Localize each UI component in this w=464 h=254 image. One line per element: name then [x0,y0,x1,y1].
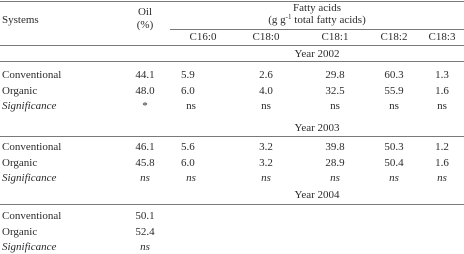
fatty-acids-unit-pre: (g g [268,14,286,26]
c180-value: 3.2 [259,141,273,153]
c160-value: 5.9 [181,69,195,81]
c181-value: 39.8 [325,141,345,153]
row-label: Conventional [2,141,62,153]
oil-value: 44.1 [135,69,155,81]
c182-value: ns [389,172,399,184]
oil-header-line2: (%) [136,19,154,31]
c160-value: 6.0 [181,157,195,169]
col-header-c180: C18:0 [252,31,280,43]
oil-value: 52.4 [135,226,155,238]
row-label: Organic [2,85,38,97]
col-header-c183: C18:3 [428,31,456,43]
c160-value: 6.0 [181,85,195,97]
row-label: Organic [2,226,38,238]
c180-value: 2.6 [259,69,273,81]
oil-value: 50.1 [135,210,155,222]
c181-value: ns [330,100,340,112]
c183-value: 1.6 [435,157,449,169]
c180-value: ns [261,172,271,184]
c160-value: 5.6 [181,141,195,153]
row-label: Organic [2,157,38,169]
fatty-acids-underline [170,29,464,30]
c181-value: 29.8 [325,69,345,81]
fatty-acids-unit-post: total fatty acids) [291,14,366,26]
c183-value: 1.3 [435,69,449,81]
year-2004-rule [0,204,464,205]
row-label: Conventional [2,69,62,81]
c182-value: 55.9 [384,85,404,97]
oil-value: * [142,100,148,112]
c160-value: ns [186,172,196,184]
fatty-acids-unit [170,14,464,27]
fatty-acids-unit-sup: -1 [285,13,292,21]
row-label-significance: Significance [2,172,57,184]
c183-value: 1.6 [435,85,449,97]
c181-value: 28.9 [325,157,345,169]
c182-value: 50.3 [384,141,404,153]
systems-header: Systems [2,14,39,26]
header-bottom-rule [0,45,464,46]
year-heading: Year 2003 [294,122,340,134]
oil-value: ns [140,241,150,253]
oil-value: 45.8 [135,157,155,169]
c180-value: ns [261,100,271,112]
row-label-significance: Significance [2,100,57,112]
year-2002-rule [0,61,464,62]
oil-header-line1: Oil [137,6,153,18]
year-heading: Year 2004 [294,189,340,201]
oil-value: 46.1 [135,141,155,153]
c160-value: ns [186,100,196,112]
c180-value: 4.0 [259,85,273,97]
c183-value: ns [437,172,447,184]
c181-value: ns [330,172,340,184]
year-heading: Year 2002 [294,48,340,60]
c183-value: ns [437,100,447,112]
c181-value: 32.5 [325,85,345,97]
c183-value: 1.2 [435,141,449,153]
c182-value: 50.4 [384,157,404,169]
c182-value: ns [389,100,399,112]
c180-value: 3.2 [259,157,273,169]
col-header-c160: C16:0 [189,31,217,43]
row-label-significance: Significance [2,241,57,253]
year-2003-rule [0,136,464,137]
c182-value: 60.3 [384,69,404,81]
fatty-acids-header: Fatty acids [293,2,341,14]
oil-value: 48.0 [135,85,155,97]
col-header-c181: C18:1 [321,31,349,43]
oil-value: ns [140,172,150,184]
row-label: Conventional [2,210,62,222]
col-header-c182: C18:2 [380,31,408,43]
